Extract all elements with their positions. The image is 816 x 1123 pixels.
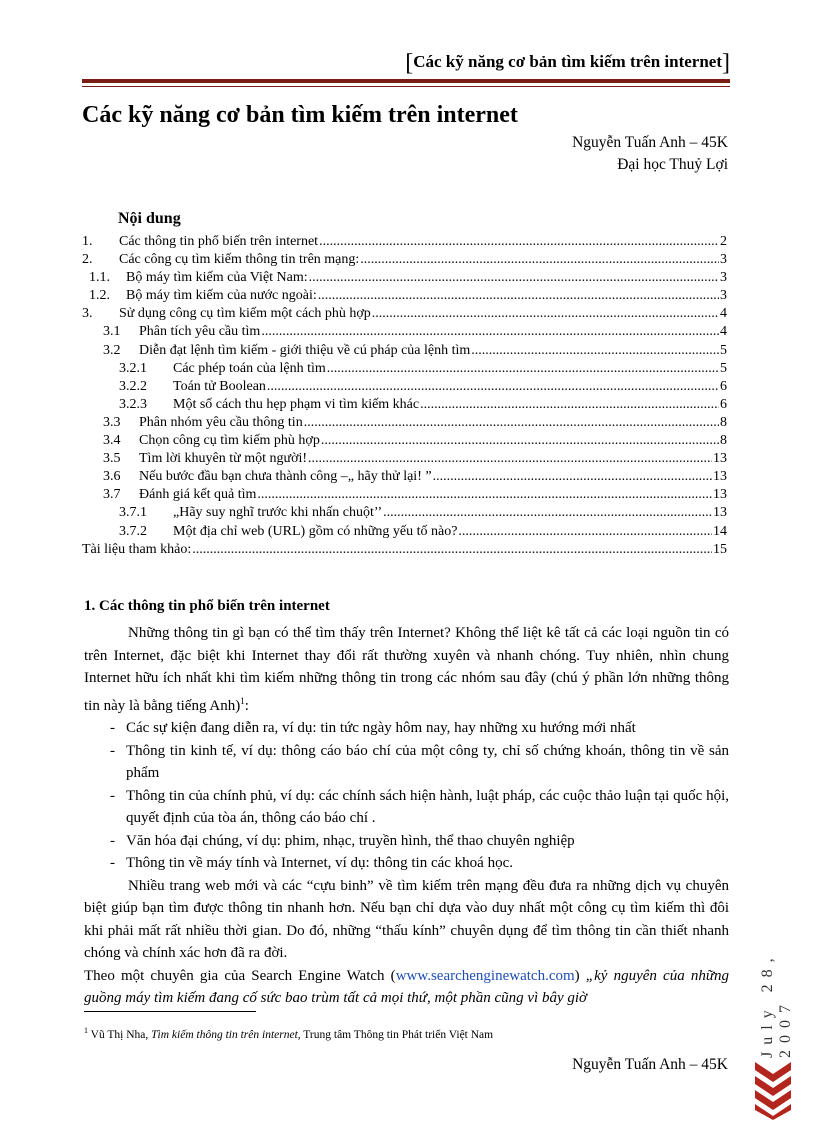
toc-entry[interactable] <box>82 523 727 541</box>
running-header-title: Các kỹ năng cơ bản tìm kiếm trên internet <box>413 52 722 71</box>
toc-entry-title: Toán tử Boolean <box>173 378 266 394</box>
footnote-author: Vũ Thị Nha, <box>90 1028 152 1041</box>
toc-entry-title: Chọn công cụ tìm kiếm phù hợp <box>139 433 320 449</box>
toc-leader-dots <box>267 378 719 396</box>
footnote-publisher: , Trung tâm Thông tin Phát triển Việt Nam <box>297 1028 494 1041</box>
footnote-ref[interactable]: 1 <box>240 695 245 706</box>
section-body <box>84 622 729 1010</box>
toc-entry-title: Một địa chỉ web (URL) gồm có những yếu tố nào? <box>173 523 458 539</box>
toc-entry-number: 3.4 <box>103 433 121 449</box>
toc-entry-title: Các công cụ tìm kiếm thông tin trên mạng: <box>119 252 360 268</box>
toc-entry[interactable] <box>82 378 727 396</box>
searchenginewatch-link[interactable]: www.searchenginewatch.com <box>395 967 575 984</box>
toc-entry-page: 6 <box>720 378 727 394</box>
bullet-list <box>84 717 729 875</box>
footnote-work: Tìm kiếm thông tin trên internet <box>151 1028 298 1041</box>
toc-entry-page: 13 <box>713 505 727 521</box>
toc-entry-page: 14 <box>713 523 727 539</box>
toc-entry-title: Phân tích yêu cầu tìm <box>139 324 261 340</box>
toc-leader-dots <box>309 269 719 287</box>
toc-entry[interactable] <box>82 486 727 504</box>
toc-entry-page: 13 <box>713 469 727 485</box>
toc-entry-page: 5 <box>720 360 727 376</box>
header-rule-thin <box>82 86 730 87</box>
toc-entry[interactable] <box>82 432 727 450</box>
toc-entry[interactable] <box>82 323 727 341</box>
toc-entry[interactable] <box>82 269 727 287</box>
toc-leader-dots <box>261 323 719 341</box>
toc-entry-title: Bộ máy tìm kiếm của Việt Nam: <box>126 270 308 286</box>
toc-leader-dots <box>304 414 719 432</box>
toc-leader-dots <box>420 396 719 414</box>
list-item: - Thông tin kinh tế, ví dụ: thông cáo báo chí của một công ty, chỉ số chứng khoán, thông tin về sản phẩm <box>84 740 729 785</box>
footnote-rule <box>84 1011 256 1012</box>
toc-entry-number: 3.1 <box>103 324 121 340</box>
toc-entry-page: 4 <box>720 306 727 322</box>
footnote <box>84 1026 493 1041</box>
side-date <box>759 908 794 1058</box>
toc-leader-dots <box>321 432 719 450</box>
toc-leader-dots <box>192 541 712 559</box>
toc-entry[interactable] <box>82 396 727 414</box>
section-heading: 1. Các thông tin phổ biến trên internet <box>84 598 330 614</box>
toc-entry-page: 3 <box>720 270 727 286</box>
author-affiliation: Đại học Thuỷ Lợi <box>617 156 728 173</box>
paragraph-3-mid: ) <box>574 967 586 984</box>
author-block <box>572 132 728 176</box>
toc-entry-page: 3 <box>720 288 727 304</box>
header-bracket-open: [ <box>405 50 414 76</box>
toc-leader-dots <box>360 251 719 269</box>
paragraph-3 <box>84 965 729 1010</box>
toc-entry-title: Đánh giá kết quả tìm <box>139 487 257 503</box>
toc-entry[interactable] <box>82 450 727 468</box>
toc-entry-title: „Hãy suy nghĩ trước khi nhấn chuột’’ <box>173 505 383 521</box>
toc-entry-number: 3.3 <box>103 414 121 430</box>
toc-entry-number: 1. <box>82 234 93 249</box>
toc-entry-number: 3.2 <box>103 342 121 358</box>
toc-entry-number: 3.6 <box>103 469 121 485</box>
toc-entry-number: 3. <box>82 306 93 322</box>
toc-entry-title: Tìm lời khuyên từ một người! <box>139 451 308 467</box>
toc-entry-title: Nếu bước đầu bạn chưa thành công –„ hãy thử lại! ” <box>139 469 432 485</box>
toc-entry-number: 3.2.2 <box>119 378 147 394</box>
paragraph-1-text: Những thông tin gì bạn có thể tìm thấy trên Internet? Không thể liệt kê tất cả các loại nguồn tin có trên Internet, đặc biệt khi Internet thay đổi rất thường xuyên và nhanh chóng. Tuy nhiên, nhìn chung Internet hữu ích nhất khi tìm kiếm những thông tin trong các nhóm sau đây (chú ý phần lớn những thông tin này là bằng tiếng Anh) <box>84 625 729 714</box>
toc-leader-dots <box>372 305 719 323</box>
toc-entry-page: 5 <box>720 342 727 358</box>
toc-entry-number: 3.7 <box>103 487 121 503</box>
toc-leader-dots <box>471 342 719 360</box>
chevron-1 <box>755 1062 791 1082</box>
paragraph-1-tail: : <box>244 697 249 714</box>
toc-entry-page: 13 <box>713 487 727 503</box>
toc-entry-page: 4 <box>720 324 727 340</box>
toc-leader-dots <box>318 287 719 305</box>
toc-entry-number: 3.2.3 <box>119 396 147 412</box>
header-rule-thick <box>82 79 730 83</box>
toc-entry[interactable] <box>82 504 727 522</box>
toc-entry-page: 15 <box>713 541 727 557</box>
toc-leader-dots <box>433 468 712 486</box>
chevron-decoration-icon <box>753 1060 793 1120</box>
toc-entry[interactable] <box>82 305 727 323</box>
footer-author: Nguyễn Tuấn Anh – 45K <box>572 1056 728 1073</box>
toc-entry-title: Một số cách thu hẹp phạm vi tìm kiếm khác <box>173 396 420 412</box>
toc-entry-number: 3.7.2 <box>119 523 147 539</box>
paragraph-2: Nhiều trang web mới và các “cựu binh” về tìm kiếm trên mạng đều đưa ra những dịch vụ chuyên biệt giúp bạn tìm được thông tin nhanh hơn. Nếu bạn chỉ dựa vào duy nhất một công cụ tìm kiếm thì đôi khi phải mất rất nhiều thời gian. Do đó, những “thấu kính” chuyên dụng để tìm thông tin cần thiết nhanh chóng và chính xác hơn đã ra đời. <box>84 877 729 961</box>
toc-entry[interactable] <box>82 342 727 360</box>
side-date-text: July 28, 2007 <box>759 951 794 1058</box>
toc-entry-number: 3.7.1 <box>119 505 147 521</box>
toc-entry-title: Các phép toán của lệnh tìm <box>173 360 326 376</box>
toc-entry-title: Diễn đạt lệnh tìm kiếm - giới thiệu về cú pháp của lệnh tìm <box>139 342 471 358</box>
toc-entry-number: 1.2. <box>89 288 110 304</box>
toc-entry[interactable] <box>82 287 727 305</box>
toc-entry[interactable] <box>82 468 727 486</box>
toc-entry-page: 3 <box>720 252 727 268</box>
toc-entry-page: 2 <box>720 234 727 249</box>
toc-entry-page: 8 <box>720 414 727 430</box>
list-item: - Văn hóa đại chúng, ví dụ: phim, nhạc, truyền hình, thể thao chuyên nghiệp <box>84 830 729 853</box>
list-item: - Thông tin về máy tính và Internet, ví dụ: thông tin các khoá học. <box>84 852 729 875</box>
toc-entry[interactable] <box>82 233 727 251</box>
toc-entry[interactable] <box>82 360 727 378</box>
table-of-contents <box>82 233 727 559</box>
paragraph-3-start: Theo một chuyên gia của Search Engine Watch ( <box>84 967 396 984</box>
running-header <box>385 50 730 77</box>
toc-entry-number: 2. <box>82 252 93 268</box>
list-item: - Thông tin của chính phủ, ví dụ: các chính sách hiện hành, luật pháp, các cuộc thảo luận tại quốc hội, quyết định của tòa án, thông cáo báo chí . <box>84 785 729 830</box>
toc-entry[interactable] <box>82 541 727 559</box>
toc-leader-dots <box>327 360 719 378</box>
toc-entry[interactable] <box>82 414 727 432</box>
footnote-number: 1 <box>84 1026 88 1035</box>
toc-entry-number: 1.1. <box>89 270 110 286</box>
toc-leader-dots <box>308 450 712 468</box>
header-bracket-close: ] <box>722 50 730 76</box>
toc-entry-number: 3.2.1 <box>119 360 147 376</box>
toc-leader-dots <box>257 486 712 504</box>
toc-leader-dots <box>319 233 719 251</box>
toc-entry-title: Tài liệu tham khảo: <box>82 541 192 557</box>
toc-entry-title: Các thông tin phổ biến trên internet <box>119 234 319 249</box>
toc-entry-number: 3.5 <box>103 451 121 467</box>
toc-entry-title: Sử dụng công cụ tìm kiếm một cách phù hợp <box>119 306 371 322</box>
toc-entry-title: Phân nhóm yêu cầu thông tin <box>139 414 303 430</box>
toc-entry[interactable] <box>82 251 727 269</box>
list-item: - Các sự kiện đang diễn ra, ví dụ: tin tức ngày hôm nay, hay những xu hướng mới nhất <box>84 717 729 740</box>
toc-heading: Nội dung <box>118 210 181 227</box>
toc-leader-dots <box>458 523 712 541</box>
document-title: Các kỹ năng cơ bản tìm kiếm trên internet <box>82 102 518 128</box>
toc-entry-page: 8 <box>720 433 727 449</box>
toc-entry-page: 13 <box>713 451 727 467</box>
paragraph-3-quote: „kỷ nguyên của những guồng máy tìm kiếm đang cố sức bao trùm tất cả mọi thứ, một phần cũng vì bây giờ <box>84 967 730 1006</box>
paragraph-1 <box>84 622 729 717</box>
toc-entry-page: 6 <box>720 396 727 412</box>
toc-leader-dots <box>383 504 712 522</box>
toc-entry-title: Bộ máy tìm kiếm của nước ngoài: <box>126 288 317 304</box>
author-name: Nguyễn Tuấn Anh – 45K <box>572 134 728 151</box>
